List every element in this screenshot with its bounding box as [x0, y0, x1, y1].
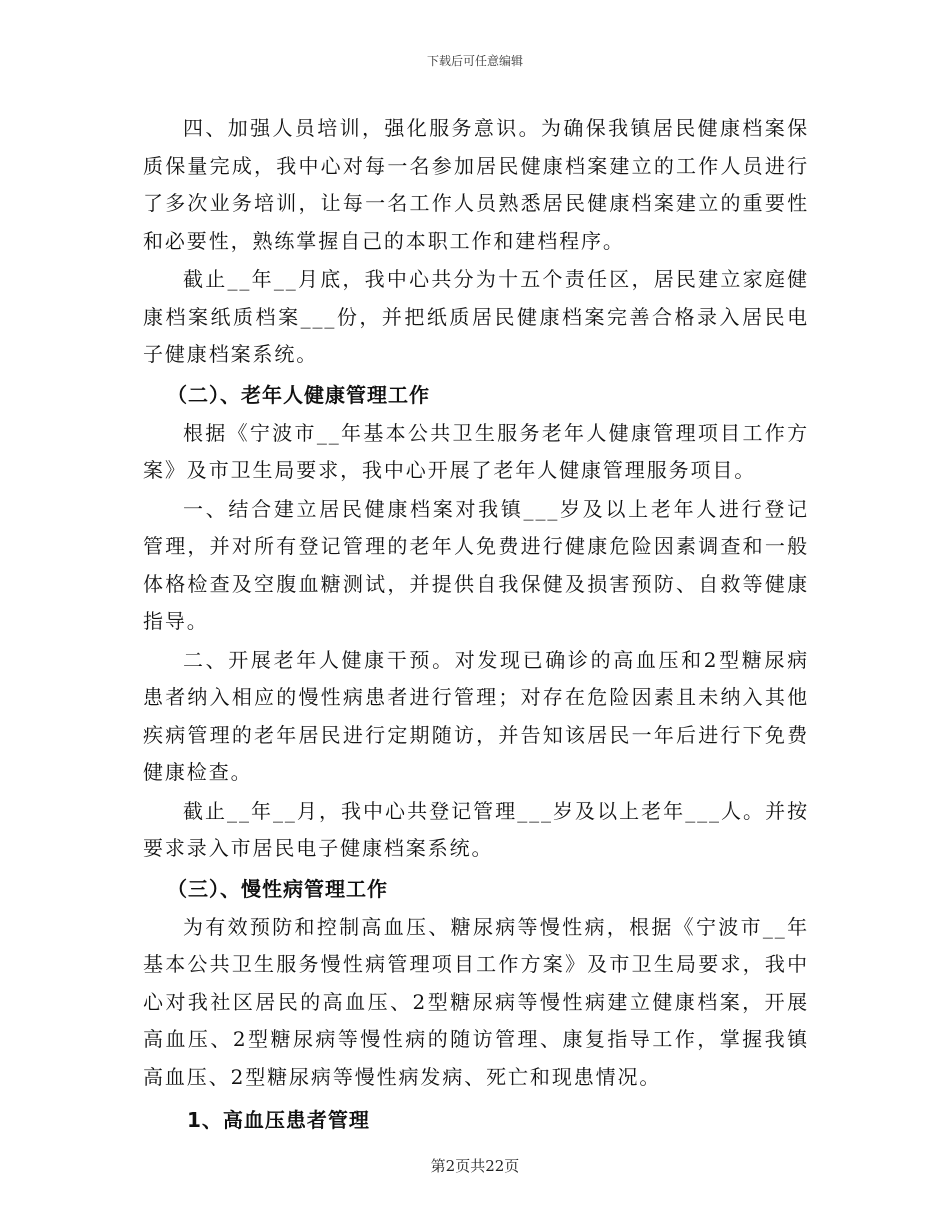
subsection-heading-hypertension: 1、高血压患者管理 [187, 1108, 370, 1132]
section-heading-elderly: （二）、老年人健康管理工作 [167, 382, 430, 407]
page-footer: 第2页共22页 [430, 1157, 520, 1175]
paragraph-elderly-count: 截止__年__月，我中心共登记管理___岁及以上老年___人。并按要求录入市居民电子健康档案系统。 [143, 798, 809, 860]
paragraph-elderly-registration: 一、结合建立居民健康档案对我镇___岁及以上老年人进行登记管理，并对所有登记管理的老年人免费进行健康危险因素调查和一般体格检查及空腹血糖测试，并提供自我保健及损害预防、自救等健康指导。 [143, 496, 809, 633]
section-heading-chronic: （三）、慢性病管理工作 [167, 876, 388, 901]
paragraph-archive-count: 截止__年__月底，我中心共分为十五个责任区，居民建立家庭健康档案纸质档案___份，并把纸质居民健康档案完善合格录入居民电子健康档案系统。 [143, 267, 809, 366]
document-body [143, 110, 809, 1140]
paragraph-chronic-intro: 为有效预防和控制高血压、糖尿病等慢性病，根据《宁波市__年基本公共卫生服务慢性病管理项目工作方案》及市卫生局要求，我中心对我社区居民的高血压、2型糖尿病等慢性病建立健康档案，开展高血压、2型糖尿病等慢性病的随访管理、康复指导工作，掌握我镇高血压、2型糖尿病等慢性病发病、死亡和现患情况。 [143, 914, 809, 1089]
header-note: 下载后可任意编辑 [426, 54, 523, 68]
paragraph-elderly-basis: 根据《宁波市__年基本公共卫生服务老年人健康管理项目工作方案》及市卫生局要求，我中心开展了老年人健康管理服务项目。 [143, 420, 809, 482]
paragraph-elderly-intervention: 二、开展老年人健康干预。对发现已确诊的高血压和2型糖尿病患者纳入相应的慢性病患者进行管理；对存在危险因素且未纳入其他疾病管理的老年居民进行定期随访，并告知该居民一年后进行下免费健康检查。 [143, 647, 809, 784]
paragraph-staff-training: 四、加强人员培训，强化服务意识。为确保我镇居民健康档案保质保量完成，我中心对每一名参加居民健康档案建立的工作人员进行了多次业务培训，让每一名工作人员熟悉居民健康档案建立的重要性和必要性，熟练掌握自己的本职工作和建档程序。 [143, 116, 809, 253]
